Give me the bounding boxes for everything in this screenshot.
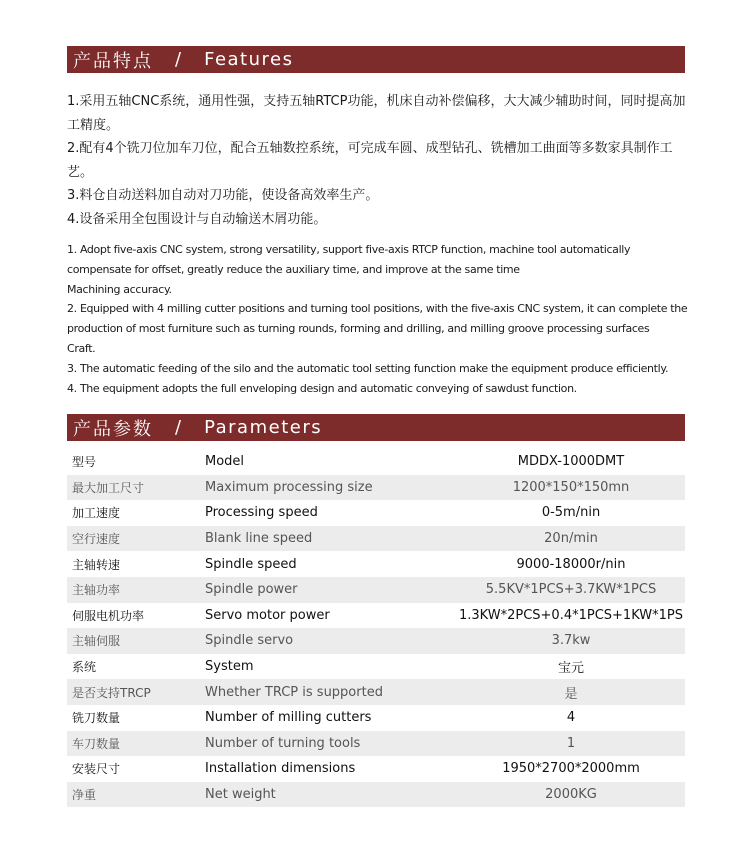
table-row — [67, 679, 685, 705]
param-en: Model — [205, 454, 245, 470]
table-row — [67, 577, 685, 603]
features-header-zh: 产品特点 — [73, 50, 153, 72]
parameters-header — [67, 414, 685, 441]
param-zh: 车刀数量 — [72, 736, 121, 751]
parameters-header-slash: / — [175, 417, 183, 438]
features-en-item: 3. The automatic feeding of the silo and the automatic tool setting function make the equipment produce efficiently. — [67, 361, 669, 375]
features-header-slash: / — [175, 49, 183, 70]
param-zh: 伺服电机功率 — [72, 608, 145, 623]
param-en: System — [205, 659, 254, 675]
features-en-item: 1. Adopt five-axis CNC system, strong versatility, support five-axis RTCP function, machine tool automatically compensate for offset, greatly reduce the auxiliary time, and improve at the same time — [67, 243, 631, 276]
table-row — [67, 475, 685, 501]
param-en: Number of milling cutters — [205, 710, 372, 726]
param-zh: 系统 — [72, 660, 97, 675]
param-value: 9000-18000r/nin — [516, 556, 626, 572]
features-en-item: Craft. — [67, 341, 96, 355]
table-row — [67, 756, 685, 782]
param-en: Spindle servo — [205, 633, 294, 649]
param-en: Blank line speed — [205, 531, 313, 547]
param-value: 4 — [566, 710, 576, 726]
param-en: Maximum processing size — [205, 479, 373, 495]
param-value: 1950*2700*2000mm — [502, 761, 640, 777]
param-value: 1 — [566, 735, 576, 751]
param-value: 1200*150*150mn — [512, 479, 630, 495]
param-zh: 型号 — [72, 455, 97, 470]
features-zh-item: 2.配有4个铣刀位加车刀位，配合五轴数控系统，可完成车圆、成型钻孔、铣槽加工曲面等多数家具制作工艺。 — [67, 141, 673, 180]
parameters-header-zh: 产品参数 — [73, 418, 153, 440]
param-zh: 净重 — [72, 788, 97, 803]
param-zh: 加工速度 — [72, 506, 121, 521]
param-value: 3.7kw — [551, 633, 591, 649]
table-row — [67, 449, 685, 475]
features-en-item: 2. Equipped with 4 milling cutter positions and turning tool positions, with the five-axis CNC system, it can complete the production of most furniture such as turning rounds, forming and drilling, and milling groove processing surfaces — [67, 302, 688, 336]
param-en: Servo motor power — [205, 607, 330, 623]
param-en: Net weight — [205, 787, 276, 803]
param-value: 宝元 — [557, 661, 584, 677]
features-header — [67, 46, 685, 73]
table-row — [67, 705, 685, 731]
param-value: 2000KG — [545, 787, 597, 803]
param-zh: 主轴功率 — [72, 583, 121, 598]
param-en: Processing speed — [205, 505, 318, 521]
table-row — [67, 731, 685, 757]
param-value: 1.3KW*2PCS+0.4*1PCS+1KW*1PS — [459, 607, 683, 623]
features-en-item: Machining accuracy. — [67, 282, 172, 296]
features-zh-item: 3.料仓自动送料加自动对刀功能，使设备高效率生产。 — [67, 188, 379, 203]
features-zh-item: 1.采用五轴CNC系统，通用性强，支持五轴RTCP功能，机床自动补偿偏移，大大减少辅助时间，同时提高加工精度。 — [67, 94, 686, 133]
param-zh: 铣刀数量 — [72, 711, 121, 726]
features-header-en: Features — [204, 49, 294, 70]
table-row — [67, 500, 685, 526]
param-value: 20n/min — [544, 531, 598, 547]
table-row — [67, 603, 685, 629]
param-en: Number of turning tools — [205, 735, 361, 751]
param-en: Spindle speed — [205, 556, 297, 572]
parameters-header-en: Parameters — [204, 417, 323, 438]
param-zh: 主轴伺服 — [72, 634, 121, 649]
param-en: Whether TRCP is supported — [205, 684, 383, 700]
param-zh: 主轴转速 — [72, 557, 121, 572]
param-value: MDDX-1000DMT — [517, 454, 625, 470]
table-row — [67, 782, 685, 808]
features-en-item: 4. The equipment adopts the full enveloping design and automatic conveying of sawdust function. — [67, 381, 577, 395]
param-zh: 空行速度 — [72, 532, 121, 547]
table-row — [67, 526, 685, 552]
features-zh-list — [67, 90, 689, 231]
table-row — [67, 551, 685, 577]
param-en: Installation dimensions — [205, 761, 356, 777]
param-zh: 最大加工尺寸 — [72, 480, 145, 495]
param-zh: 是否支持TRCP — [72, 685, 151, 700]
param-en: Spindle power — [205, 582, 298, 598]
param-value: 是 — [564, 686, 578, 702]
parameters-table — [67, 449, 685, 807]
param-zh: 安装尺寸 — [72, 762, 121, 777]
features-en-list — [67, 240, 689, 398]
table-row — [67, 654, 685, 680]
param-value: 0-5m/nin — [541, 505, 601, 521]
param-value: 5.5KV*1PCS+3.7KW*1PCS — [485, 582, 657, 598]
table-row — [67, 628, 685, 654]
features-zh-item: 4.设备采用全包围设计与自动输送木屑功能。 — [67, 211, 327, 227]
